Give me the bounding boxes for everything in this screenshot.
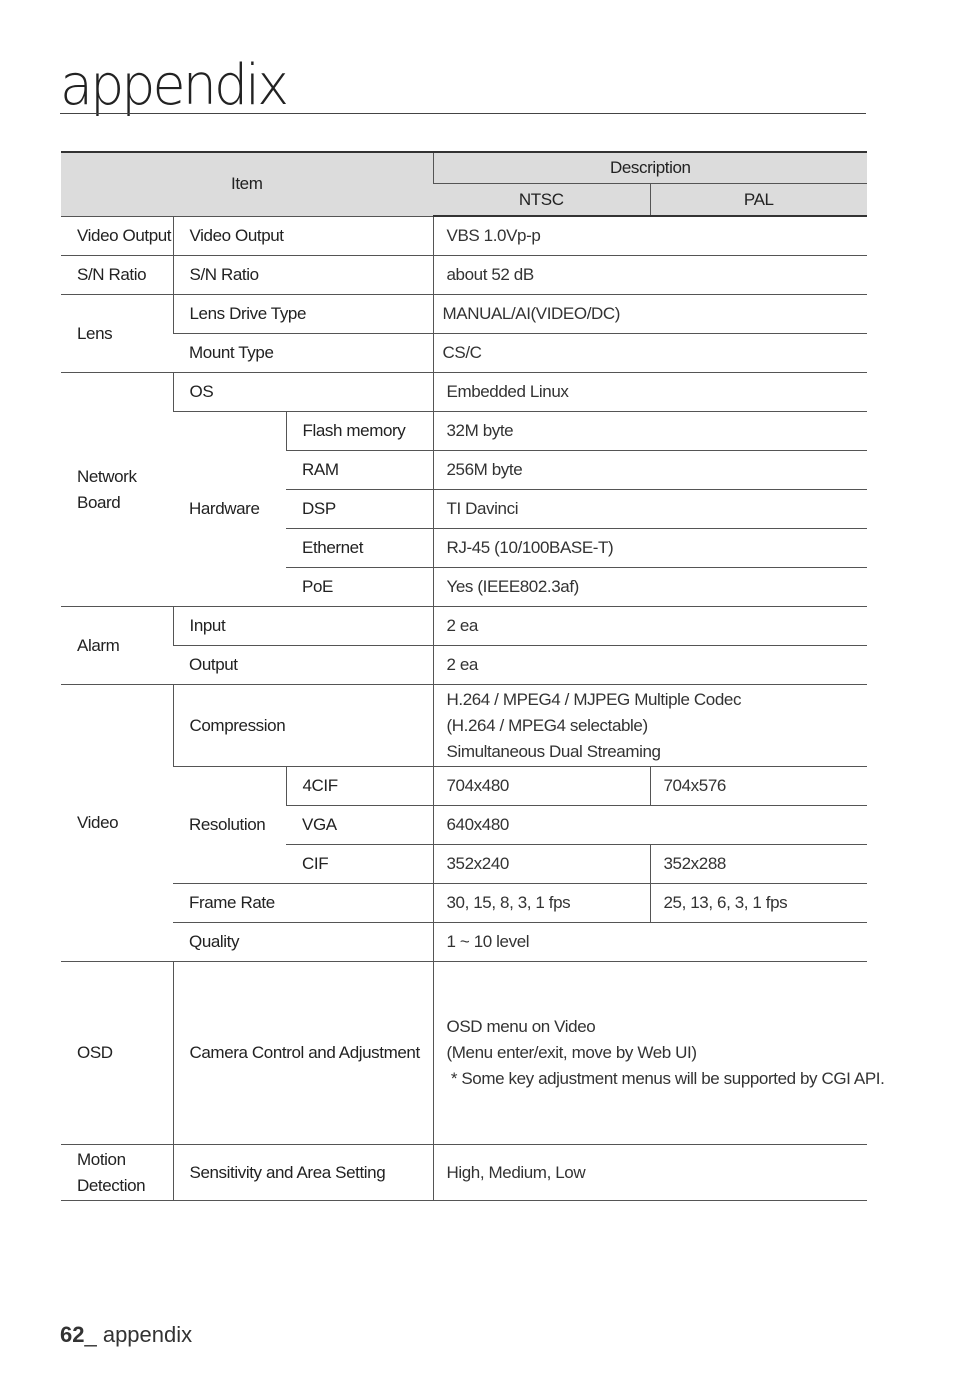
group-cell (61, 373, 173, 607)
value-line: (Menu enter/exit, move by Web UI) (446, 1043, 697, 1062)
page-title: appendix (60, 53, 287, 118)
ntsc-value-cell: 704x480 (433, 767, 650, 806)
page-number: 62 (60, 1322, 85, 1347)
value-line: H.264 / MPEG4 / MJPEG Multiple Codec (446, 689, 742, 709)
table-row (61, 412, 867, 451)
footer-section-label: _ appendix (84, 1322, 193, 1347)
group-cell: OSD (61, 962, 173, 1145)
title-divider (60, 113, 866, 114)
group-cell: Alarm (61, 607, 173, 685)
ntsc-value-cell: 30, 15, 8, 3, 1 fps (433, 884, 650, 923)
item-cell: Frame Rate (173, 884, 433, 923)
value-cell: TI Davinci (433, 490, 867, 529)
table-row (61, 685, 867, 767)
item-cell: Sensitivity and Area Setting (173, 1145, 433, 1201)
value-cell (433, 685, 867, 767)
value-line: * Some key adjustment menus will be supported by CGI API. (446, 1069, 885, 1088)
item-cell: Quality (173, 923, 433, 962)
item-cell: PoE (286, 568, 433, 607)
value-cell: VBS 1.0Vp-p (433, 216, 867, 256)
value-cell: Yes (IEEE802.3af) (433, 568, 867, 607)
item-cell: Flash memory (286, 412, 433, 451)
table-row (61, 884, 867, 923)
value-cell: 1 ~ 10 level (433, 923, 867, 962)
item-cell: Compression (173, 685, 433, 767)
value-cell: 256M byte (433, 451, 867, 490)
table-row (61, 295, 867, 334)
item-cell: S/N Ratio (173, 256, 433, 295)
value-cell: MANUAL/AI(VIDEO/DC) (433, 295, 867, 334)
header-ntsc: NTSC (433, 184, 650, 217)
table-row (61, 767, 867, 806)
value-cell: 2 ea (433, 646, 867, 685)
item-cell: OS (173, 373, 433, 412)
specification-table (61, 151, 885, 1201)
table-row (61, 216, 867, 256)
group-cell (61, 1145, 173, 1201)
page-footer (60, 1322, 192, 1348)
value-line: Simultaneous Dual Streaming (446, 741, 661, 761)
header-pal: PAL (650, 184, 867, 217)
item-cell: DSP (286, 490, 433, 529)
subgroup-cell: Hardware (173, 412, 286, 607)
item-cell: Mount Type (173, 334, 433, 373)
item-cell: Output (173, 646, 433, 685)
table-row (61, 373, 867, 412)
item-cell: Ethernet (286, 529, 433, 568)
value-cell: Embedded Linux (433, 373, 867, 412)
table-row (61, 256, 867, 295)
table-row (61, 646, 867, 685)
value-line: (H.264 / MPEG4 selectable) (446, 715, 648, 735)
table-row (61, 962, 867, 1145)
header-description: Description (433, 152, 867, 184)
value-cell: CS/C (433, 334, 867, 373)
item-cell: Video Output (173, 216, 433, 256)
value-cell: 2 ea (433, 607, 867, 646)
pal-value-cell: 704x576 (650, 767, 867, 806)
table-row (61, 923, 867, 962)
item-cell: CIF (286, 845, 433, 884)
value-line: OSD menu on Video (446, 1017, 596, 1036)
group-label-line: Detection (77, 1175, 146, 1195)
pal-value-cell: 25, 13, 6, 3, 1 fps (650, 884, 867, 923)
item-cell: Lens Drive Type (173, 295, 433, 334)
group-label-line: Board (77, 492, 121, 512)
value-cell: 640x480 (433, 806, 867, 845)
group-cell: S/N Ratio (61, 256, 173, 295)
group-label-line: Motion (77, 1149, 126, 1169)
item-cell: Camera Control and Adjustment (173, 962, 433, 1145)
item-cell: VGA (286, 806, 433, 845)
value-cell: RJ-45 (10/100BASE-T) (433, 529, 867, 568)
table-row (61, 334, 867, 373)
table-row (61, 607, 867, 646)
value-cell: 32M byte (433, 412, 867, 451)
item-cell: 4CIF (286, 767, 433, 806)
value-cell: about 52 dB (433, 256, 867, 295)
group-cell: Video (61, 685, 173, 962)
value-cell (433, 962, 885, 1145)
header-item: Item (61, 152, 433, 216)
item-cell: Input (173, 607, 433, 646)
table-row (61, 1145, 867, 1201)
item-cell: RAM (286, 451, 433, 490)
group-label-line: Network (77, 466, 137, 486)
pal-value-cell: 352x288 (650, 845, 867, 884)
group-cell: Video Output (61, 216, 173, 256)
subgroup-cell: Resolution (173, 767, 286, 884)
table-header-row (61, 152, 867, 184)
group-cell: Lens (61, 295, 173, 373)
ntsc-value-cell: 352x240 (433, 845, 650, 884)
value-cell: High, Medium, Low (433, 1145, 867, 1201)
